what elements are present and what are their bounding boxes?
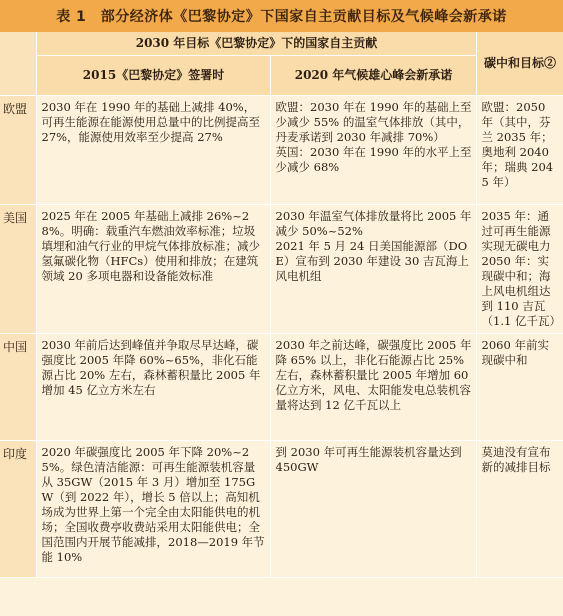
table-row (0, 334, 563, 441)
table-row (0, 96, 563, 205)
cell-2020: 到 2030 年可再生能源装机容量达到 450GW (270, 441, 476, 578)
header-group-2030: 2030 年目标《巴黎协定》下的国家自主贡献 (36, 32, 476, 56)
country-label: 印度 (0, 441, 36, 578)
cell-2015: 2030 年前后达到峰值并争取尽早达峰，碳强度比 2005 年降 60%~65%，非化石能源占比 20% 左右，森林蓄积量比 2005 年增加 45 亿立方米左右 (36, 334, 270, 441)
cell-carbon: 2060 年前实现碳中和 (476, 334, 563, 441)
country-label: 中国 (0, 334, 36, 441)
header-2020: 2020 年气候雄心峰会新承诺 (270, 56, 476, 96)
header-country-cell (0, 32, 36, 96)
cell-2020: 欧盟：2030 年在 1990 年的基础上至少减少 55% 的温室气体排放（其中，丹麦承诺到 2030 年减排 70%） 英国：2030 年在 1990 年的水平上至少减少 68% (270, 96, 476, 205)
table-title: 表 1 部分经济体《巴黎协定》下国家自主贡献目标及气候峰会新承诺 (0, 0, 563, 32)
cell-2020: 2030 年温室气体排放量将比 2005 年减少 50%~52% 2021 年 5 月 24 日美国能源部（DOE）宣布到 2030 年建设 30 吉瓦海上风电机组 (270, 205, 476, 334)
cell-2015: 2020 年碳强度比 2005 年下降 20%~25%。绿色清洁能源：可再生能源装机容量从 35GW（2015 年 3 月）增加至 175GW（到 2022 年），增长 5 倍以上；高知机场成为世界上第一个完全由太阳能供电的机场；全国收费亭收费站采用太阳能供电；全国范围内开展节能减排，2018—2019 年节能 10% (36, 441, 270, 578)
cell-carbon: 莫迪没有宣布新的减排目标 (476, 441, 563, 578)
header-carbon-neutral: 碳中和目标② (476, 32, 563, 96)
cell-carbon: 2035 年：通过可再生能源实现无碳电力 2050 年：实现碳中和；海上风电机组达到 110 吉瓦（1.1 亿千瓦） (476, 205, 563, 334)
cell-2020: 2030 年之前达峰，碳强度比 2005 年降 65% 以上，非化石能源占比 25% 左右，森林蓄积量比 2005 年增加 60 亿立方米，风电、太阳能发电总装机容量将达到 12 亿千瓦以上 (270, 334, 476, 441)
cell-2015: 2030 年在 1990 年的基础上减排 40%，可再生能源在能源使用总量中的比例提高至 27%，能源使用效率至少提高 27% (36, 96, 270, 205)
commitments-table (0, 32, 563, 578)
header-row-top (0, 32, 563, 56)
cell-carbon: 欧盟：2050 年（其中，芬兰 2035 年；奥地利 2040 年；瑞典 2045 年） (476, 96, 563, 205)
cell-2015: 2025 年在 2005 年基础上减排 26%~28%。明确：载重汽车燃油效率标准；垃圾填埋和油气行业的甲烷气体排放标准；减少氢氟碳化物（HFCs）使用和排放；在建筑领域 20 多项电器和设备能效标准 (36, 205, 270, 334)
country-label: 美国 (0, 205, 36, 334)
country-label: 欧盟 (0, 96, 36, 205)
table-row (0, 205, 563, 334)
table-row (0, 441, 563, 578)
header-2015: 2015《巴黎协定》签署时 (36, 56, 270, 96)
